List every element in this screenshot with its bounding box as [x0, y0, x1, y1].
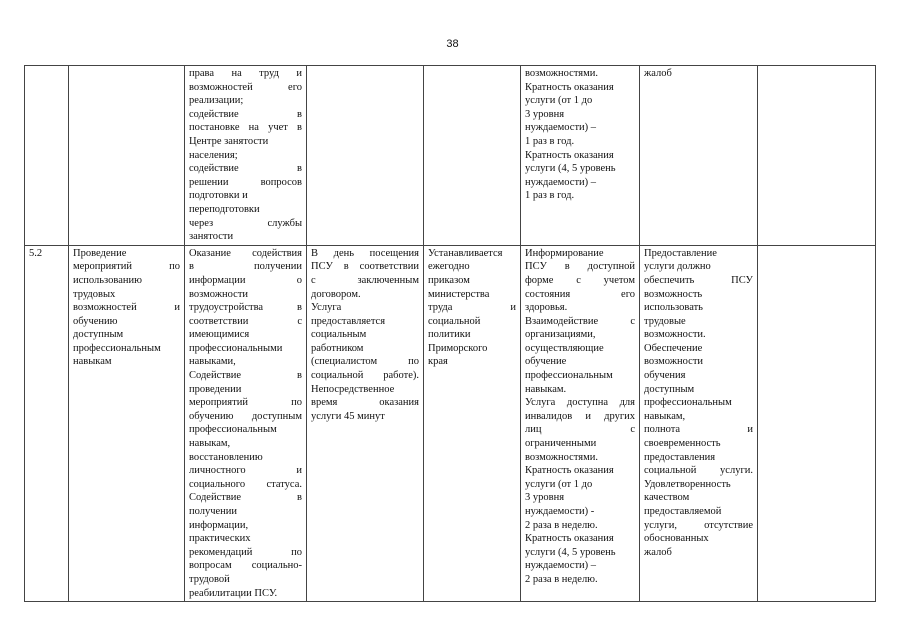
cell-line: здоровья.: [525, 302, 568, 314]
cell-line: услуги (4, 5 уровень: [525, 163, 616, 175]
cell-line: труда и: [428, 302, 516, 314]
cell-line: использованию: [73, 274, 142, 286]
cell-line: 3 уровня: [525, 492, 565, 504]
cell-line: края: [428, 356, 448, 368]
cell-line: услуги (4, 5 уровень: [525, 546, 616, 558]
service-extra-cell: [758, 66, 876, 246]
cell-line: время оказания: [311, 397, 419, 409]
cell-line: Непосредственное: [311, 383, 395, 395]
cell-line: реабилитации ПСУ.: [189, 587, 278, 599]
service-conditions-cell: [640, 245, 758, 601]
cell-line: лиц с: [525, 424, 635, 436]
cell-line: (специалистом по: [311, 356, 419, 368]
cell-line: обучению: [73, 315, 118, 327]
row-number-cell: [25, 66, 69, 246]
service-name-cell: [69, 66, 185, 246]
service-conditions-cell: [640, 66, 758, 246]
cell-line: договором.: [311, 288, 361, 300]
cell-line: ежегодно: [428, 261, 470, 273]
cell-line: услуги 45 минут: [311, 410, 385, 422]
cell-line: возможность: [644, 288, 703, 300]
service-name-cell: [69, 245, 185, 601]
cell-line: 1 раз в год.: [525, 135, 575, 147]
cell-line: нуждаемости) –: [525, 176, 597, 188]
cell-line: населения;: [189, 149, 238, 161]
cell-line: Информирование: [525, 247, 604, 259]
cell-line: 2 раза в неделю.: [525, 573, 598, 585]
cell-line: Проведение: [73, 247, 127, 259]
cell-line: Устанавливается: [428, 247, 503, 259]
cell-line: права на труд и: [189, 68, 302, 79]
cell-line: нуждаемости) –: [525, 560, 597, 572]
cell-line: профессиональным: [644, 397, 732, 409]
cell-line: жалоб: [644, 68, 672, 79]
cell-line: Кратность оказания: [525, 533, 614, 545]
service-term-cell: [307, 245, 424, 601]
cell-line: вопросам социально-: [189, 560, 302, 572]
cell-line: в получении: [189, 261, 302, 273]
row-number-cell: 5.2: [25, 245, 69, 601]
cell-line: нуждаемости) –: [525, 122, 597, 134]
cell-line: возможностей его: [189, 81, 302, 93]
cell-line: возможности: [644, 356, 704, 368]
service-term-cell: [307, 66, 424, 246]
cell-line: социальной: [428, 315, 481, 327]
cell-line: доступным: [644, 383, 695, 395]
cell-line: обучение: [525, 356, 567, 368]
cell-line: навыкам,: [644, 410, 686, 422]
cell-line: ПСУ в соответствии: [311, 261, 419, 273]
cell-line: нуждаемости) -: [525, 506, 595, 517]
cell-line: практических: [189, 533, 251, 545]
cell-line: обоснованных: [644, 533, 709, 545]
cell-line: Содействие в: [189, 492, 302, 504]
service-quality-cell: [521, 245, 640, 601]
cell-line: информации о: [189, 274, 302, 286]
cell-line: трудовых: [73, 288, 116, 300]
cell-line: соответствии с: [189, 315, 302, 327]
cell-line: 3 уровня: [525, 108, 565, 120]
cell-line: личностного и: [189, 465, 302, 477]
cell-line: с заключенным: [311, 274, 419, 286]
cell-line: предоставляется: [311, 315, 386, 327]
cell-line: навыкам.: [525, 383, 567, 395]
cell-line: В день посещения: [311, 247, 419, 259]
cell-line: организациями,: [525, 329, 596, 341]
cell-line: навыкам,: [189, 438, 231, 450]
cell-line: профессиональным: [525, 370, 613, 382]
table-row: [25, 66, 876, 246]
cell-line: услуги (от 1 до: [525, 95, 593, 107]
cell-line: возможности: [189, 288, 249, 300]
cell-line: получении: [189, 506, 238, 517]
cell-line: возможностей и: [73, 302, 180, 314]
cell-line: работником: [311, 342, 364, 354]
cell-line: имеющимися: [189, 329, 250, 341]
cell-line: политики: [428, 329, 471, 341]
cell-line: 2 раза в неделю.: [525, 519, 598, 531]
cell-line: Удовлетворенность: [644, 478, 731, 490]
cell-line: использовать: [644, 302, 703, 314]
cell-line: рекомендаций по: [189, 546, 302, 558]
cell-line: обучения: [644, 370, 686, 382]
service-quality-cell: [521, 66, 640, 246]
cell-line: обеспечить ПСУ: [644, 274, 753, 286]
cell-line: трудовой: [189, 573, 230, 585]
cell-line: социального статуса.: [189, 478, 302, 490]
cell-line: возможности.: [644, 329, 706, 341]
cell-line: содействие в: [189, 163, 302, 175]
service-content-cell: [185, 245, 307, 601]
cell-line: форме с учетом: [525, 274, 635, 286]
cell-line: своевременность: [644, 438, 721, 450]
cell-line: постановке на учет в: [189, 122, 302, 134]
cell-line: реализации;: [189, 95, 244, 107]
cell-line: социальным: [311, 329, 367, 341]
cell-line: Услуга доступна для: [525, 397, 635, 409]
cell-line: возможностями.: [525, 451, 598, 463]
cell-line: переподготовки: [189, 203, 260, 215]
cell-line: Содействие в: [189, 370, 302, 382]
cell-line: 1 раз в год.: [525, 190, 575, 202]
cell-line: Обеспечение: [644, 342, 703, 354]
cell-line: предоставляемой: [644, 506, 722, 517]
cell-line: обучению доступным: [189, 410, 302, 422]
cell-line: Кратность оказания: [525, 465, 614, 477]
cell-line: возможностями.: [525, 68, 598, 79]
cell-line: трудовые: [644, 315, 686, 327]
cell-line: ограниченными: [525, 438, 597, 450]
service-content-cell: [185, 66, 307, 246]
cell-line: занятости: [189, 231, 234, 243]
cell-line: проведении: [189, 383, 242, 395]
cell-line: предоставления: [644, 451, 716, 463]
cell-line: информации,: [189, 519, 249, 531]
cell-line: социальной услуги.: [644, 465, 753, 477]
cell-line: полнота и: [644, 424, 753, 436]
cell-line: навыкам: [73, 356, 112, 368]
cell-line: профессиональным: [189, 424, 277, 436]
cell-line: Приморского: [428, 342, 488, 354]
cell-line: Предоставление: [644, 247, 717, 259]
cell-line: социальной работе).: [311, 370, 419, 382]
cell-line: жалоб: [644, 546, 672, 558]
cell-line: услуги, отсутствие: [644, 519, 753, 531]
cell-line: содействие в: [189, 108, 302, 120]
cell-line: через службы: [189, 217, 302, 229]
cell-line: навыками,: [189, 356, 236, 368]
cell-line: профессиональным: [73, 342, 161, 354]
cell-line: доступным: [73, 329, 124, 341]
cell-line: Услуга: [311, 302, 342, 314]
cell-line: мероприятий по: [189, 397, 302, 409]
cell-line: приказом: [428, 274, 470, 286]
cell-line: Взаимодействие с: [525, 315, 635, 327]
cell-line: подготовки и: [189, 190, 248, 202]
cell-line: мероприятий по: [73, 261, 180, 273]
cell-line: Кратность оказания: [525, 81, 614, 93]
service-payment-cell: [424, 245, 521, 601]
table-row: [25, 245, 876, 601]
cell-line: ПСУ в доступной: [525, 261, 635, 273]
cell-line: Центре занятости: [189, 135, 269, 147]
cell-line: профессиональными: [189, 342, 283, 354]
cell-line: инвалидов и других: [525, 410, 635, 422]
service-payment-cell: [424, 66, 521, 246]
service-table: [24, 65, 876, 602]
cell-line: качеством: [644, 492, 690, 504]
cell-line: состояния его: [525, 288, 635, 300]
cell-line: услуги (от 1 до: [525, 478, 593, 490]
cell-line: Кратность оказания: [525, 149, 614, 161]
cell-line: решении вопросов: [189, 176, 302, 188]
page-number: 38: [446, 38, 459, 50]
cell-line: осуществляющие: [525, 342, 604, 354]
cell-line: Оказание содействия: [189, 247, 302, 259]
cell-line: услуги должно: [644, 261, 711, 273]
cell-line: восстановлению: [189, 451, 263, 463]
cell-line: министерства: [428, 288, 490, 300]
service-extra-cell: [758, 245, 876, 601]
cell-line: трудоустройства в: [189, 302, 302, 314]
